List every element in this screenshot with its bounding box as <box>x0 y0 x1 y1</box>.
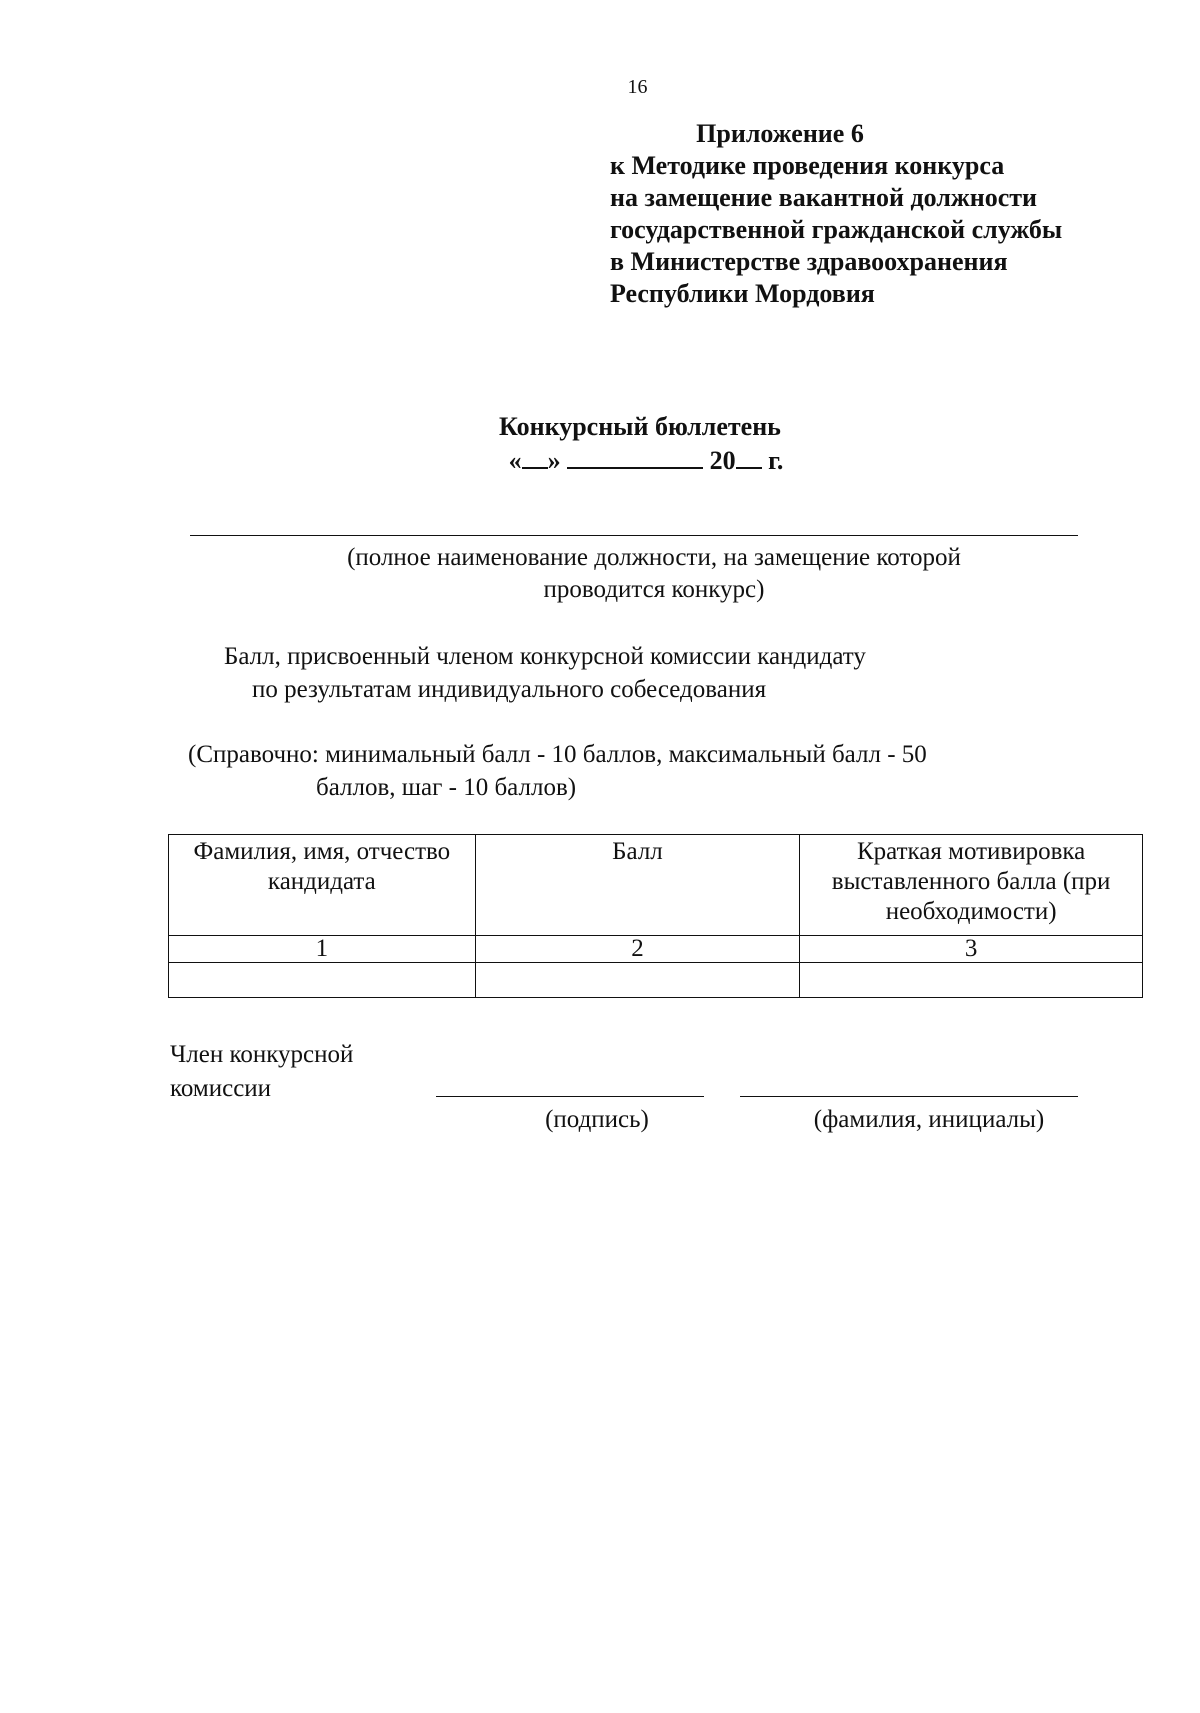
score-intro-line: Балл, присвоенный членом конкурсной комиссии кандидату <box>224 643 866 670</box>
position-name-line <box>190 535 1078 536</box>
table-header-cell: Балл <box>475 835 800 936</box>
month-blank <box>567 445 703 469</box>
appendix-line: на замещение вакантной должности <box>610 183 1038 212</box>
ballot-date <box>0 444 1200 478</box>
table-column-number-row <box>169 936 1143 963</box>
ballot-title: Конкурсный бюллетень <box>499 412 781 441</box>
candidate-name-cell <box>169 963 476 998</box>
signature-label-line: комиссии <box>170 1075 272 1102</box>
year-suffix: г. <box>761 446 784 475</box>
year-prefix: 20 <box>709 446 736 475</box>
column-number-cell: 3 <box>800 936 1143 963</box>
reference-line: (Справочно: минимальный балл - 10 баллов, максимальный балл - 50 <box>188 741 927 768</box>
ballot-table <box>168 834 1143 998</box>
score-intro-line: по результатам индивидуального собеседования <box>252 676 767 703</box>
motivation-cell <box>800 963 1143 998</box>
table-row <box>169 963 1143 998</box>
signature-line <box>436 1096 704 1097</box>
position-caption-line: проводится конкурс) <box>543 576 765 603</box>
table-header-cell: Краткая мотивировка выставленного балла (при необходимости) <box>800 835 1143 936</box>
appendix-line: государственной гражданской службы <box>610 215 1063 244</box>
name-caption: (фамилия, инициалы) <box>813 1106 1045 1133</box>
score-cell <box>475 963 800 998</box>
name-line <box>740 1096 1078 1097</box>
appendix-line: в Министерстве здравоохранения <box>610 247 1008 276</box>
position-caption <box>190 542 1078 606</box>
date-close-quote: » <box>547 446 561 475</box>
appendix-line: Республики Мордовия <box>610 279 875 308</box>
appendix-line: к Методике проведения конкурса <box>610 151 1005 180</box>
signature-caption: (подпись) <box>545 1106 649 1133</box>
day-blank <box>522 445 548 469</box>
date-open-quote: « <box>508 446 522 475</box>
position-caption-line: (полное наименование должности, на замещение которой <box>347 544 961 571</box>
page-number: 16 <box>627 76 648 98</box>
signature-label-line: Член конкурсной <box>170 1041 354 1068</box>
year-blank <box>736 445 762 469</box>
column-number-cell: 1 <box>169 936 476 963</box>
table-header-row <box>169 835 1143 936</box>
reference-line: баллов, шаг - 10 баллов) <box>316 774 577 801</box>
column-number-cell: 2 <box>475 936 800 963</box>
table-header-cell: Фамилия, имя, отчество кандидата <box>169 835 476 936</box>
appendix-title: Приложение 6 <box>696 119 864 148</box>
appendix-header <box>610 118 1062 310</box>
signature-label <box>170 1038 353 1106</box>
